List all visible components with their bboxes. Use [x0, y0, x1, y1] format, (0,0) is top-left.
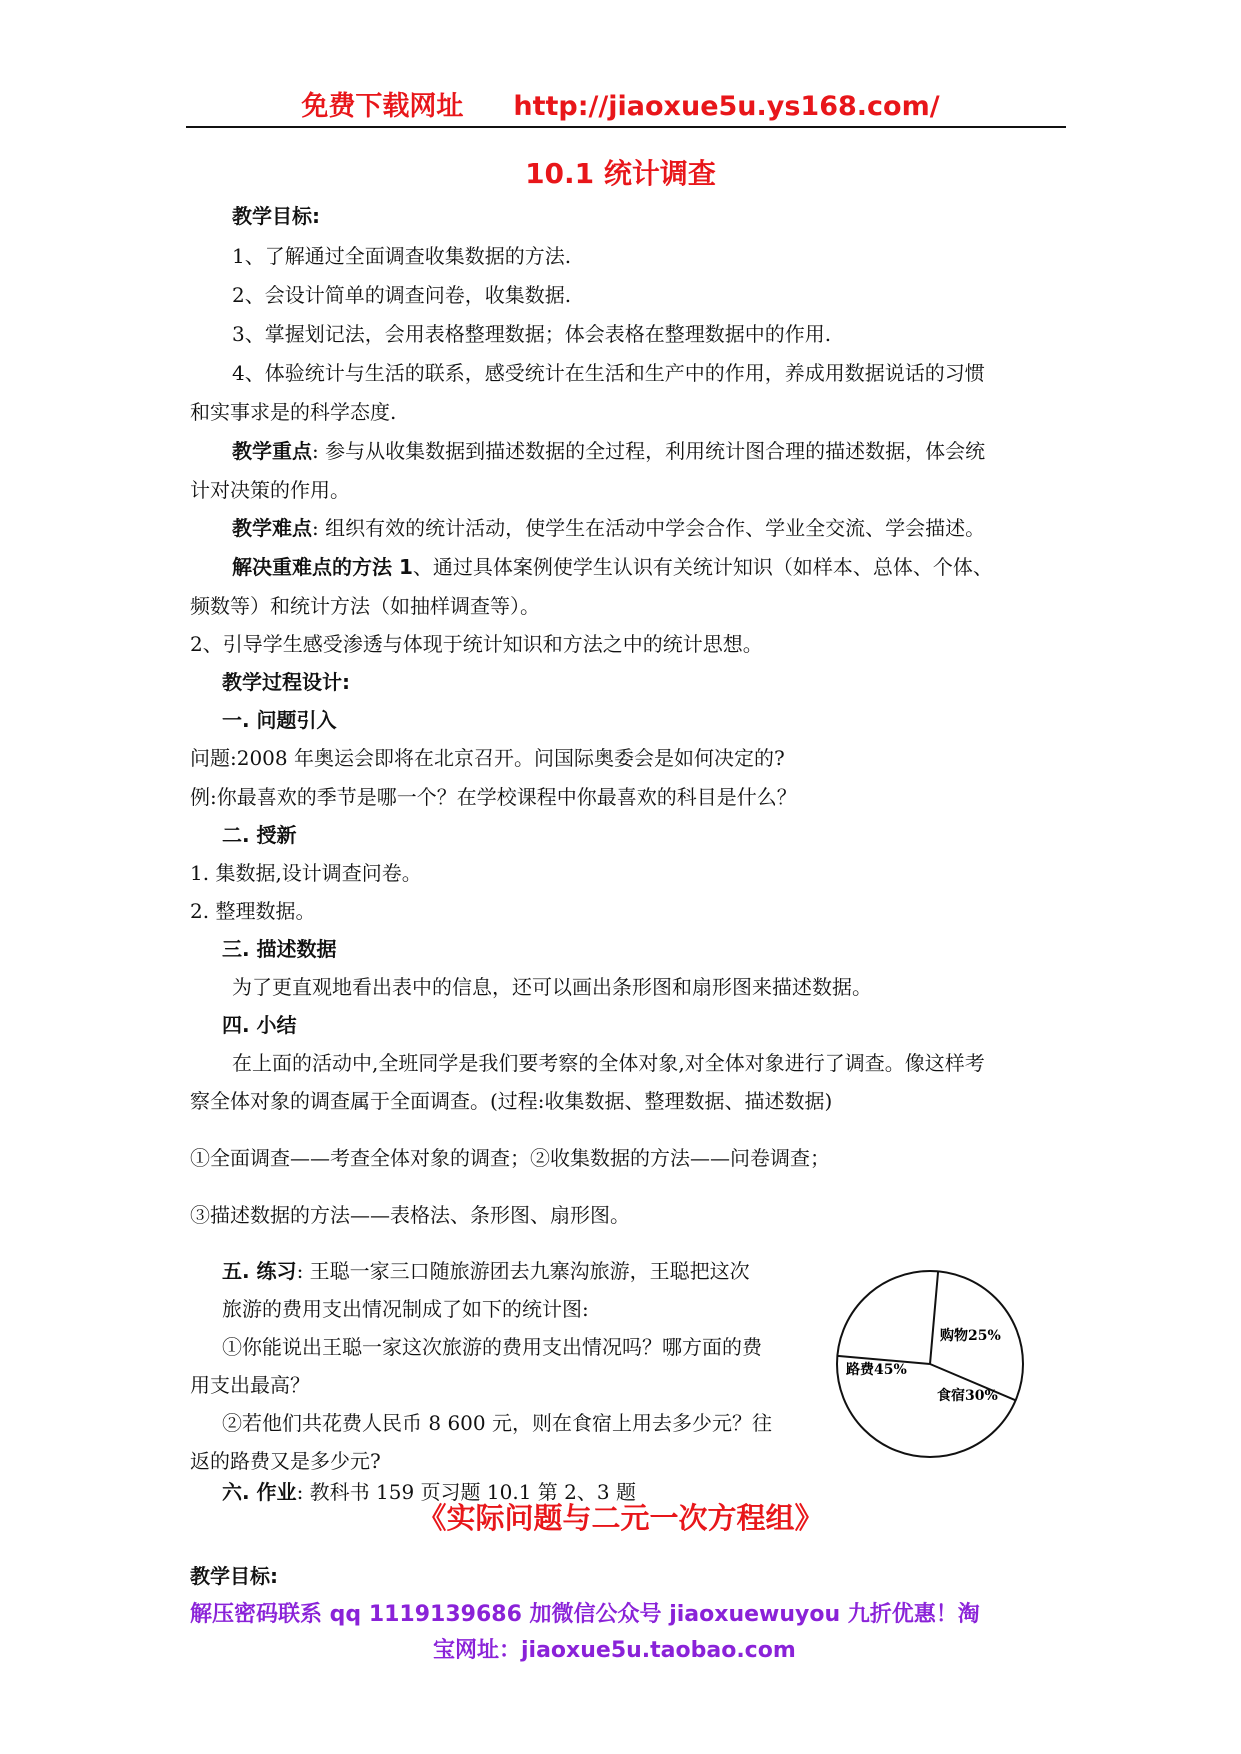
- section-5-line-4: 用支出最高？: [190, 1373, 310, 1397]
- section-1-heading: 一. 问题引入: [222, 708, 337, 732]
- header-label: 免费下载网址: [301, 91, 464, 122]
- key-points: [232, 435, 985, 464]
- section-6-heading: 六. 作业: [222, 1480, 297, 1504]
- difficulties-text: : 组织有效的统计活动，使学生在活动中学会合作、学业全交流、学会描述。: [312, 516, 986, 540]
- objectives-heading: 教学目标:: [232, 204, 320, 228]
- section-6-text: : 教科书 159 页习题 10.1 第 2、3 题: [296, 1480, 636, 1504]
- second-lesson-title: 《实际问题与二元一次方程组》: [417, 1501, 824, 1535]
- download-header: [0, 84, 1241, 123]
- footer-line-1: 解压密码联系 qq 1119139686 加微信公众号 jiaoxuewuyou 九折优惠！淘: [190, 1602, 980, 1627]
- section-1-example: 例:你最喜欢的季节是哪一个？在学校课程中你最喜欢的科目是什么？: [190, 785, 797, 809]
- process-heading: 教学过程设计:: [222, 670, 350, 694]
- section-4-line-4: ③描述数据的方法——表格法、条形图、扇形图。: [190, 1203, 630, 1227]
- objective-item-3: 3、掌握划记法，会用表格整理数据；体会表格在整理数据中的作用.: [232, 322, 832, 346]
- header-divider: [186, 126, 1066, 128]
- section-5: [222, 1255, 750, 1284]
- section-3-text: 为了更直观地看出表中的信息，还可以画出条形图和扇形图来描述数据。: [232, 975, 872, 999]
- objective-item-2: 2、会设计简单的调查问卷，收集数据.: [232, 283, 572, 307]
- method-cont: 频数等）和统计方法（如抽样调查等）。: [190, 594, 540, 618]
- section-1-question: 问题:2008 年奥运会即将在北京召开。问国际奥委会是如何决定的?: [190, 746, 785, 770]
- section-5-line-6: 返的路费又是多少元?: [190, 1449, 381, 1473]
- section-5-line-3: ①你能说出王聪一家这次旅游的费用支出情况吗？哪方面的费: [222, 1335, 762, 1359]
- section-3-heading: 三. 描述数据: [222, 937, 337, 961]
- section-4-line-1: 在上面的活动中,全班同学是我们要考察的全体对象,对全体对象进行了调查。像这样考: [232, 1051, 985, 1075]
- section-5-line-5: ②若他们共花费人民币 8 600 元，则在食宿上用去多少元？往: [222, 1411, 772, 1435]
- section-4-heading: 四. 小结: [222, 1013, 297, 1037]
- section-4-line-2: 察全体对象的调查属于全面调查。(过程:收集数据、整理数据、描述数据): [190, 1089, 833, 1113]
- key-points-text: : 参与从收集数据到描述数据的全过程，利用统计图合理的描述数据，体会统: [312, 439, 986, 463]
- pie-label-shopping: 购物25%: [940, 1328, 1001, 1344]
- difficulties-label: 教学难点: [232, 516, 312, 540]
- pie-label-lodging: 食宿30%: [937, 1388, 998, 1404]
- pie-label-travel: 路费45%: [846, 1362, 907, 1378]
- method-text: 、通过具体案例使学生认识有关统计知识（如样本、总体、个体、: [412, 555, 993, 579]
- header-url-link[interactable]: http://jiaoxue5u.ys168.com/: [513, 91, 940, 122]
- second-objectives-heading: 教学目标:: [190, 1564, 278, 1588]
- difficulties: [232, 512, 985, 541]
- section-2-item-2: 2. 整理数据。: [190, 899, 316, 923]
- expense-pie-chart: [832, 1266, 1028, 1462]
- section-2-item-1: 1. 集数据,设计调查问卷。: [190, 861, 422, 885]
- objective-item-1: 1、了解通过全面调查收集数据的方法.: [232, 244, 572, 268]
- section-4-line-3: ①全面调查——考查全体对象的调查；②收集数据的方法——问卷调查；: [190, 1146, 830, 1170]
- key-points-label: 教学重点: [232, 439, 312, 463]
- section-5-heading: 五. 练习: [222, 1259, 297, 1283]
- method-item-2: 2、引导学生感受渗透与体现于统计知识和方法之中的统计思想。: [190, 632, 763, 656]
- objective-item-4-cont: 和实事求是的科学态度.: [190, 400, 397, 424]
- method-label: 解决重难点的方法 1: [232, 555, 413, 579]
- footer-line-2[interactable]: 宝网址：jiaoxue5u.taobao.com: [433, 1638, 796, 1663]
- key-points-cont: 计对决策的作用。: [190, 478, 350, 502]
- method: [232, 551, 993, 580]
- objective-item-4: 4、体验统计与生活的联系，感受统计在生活和生产中的作用，养成用数据说话的习惯: [232, 361, 985, 385]
- page-title: 10.1 统计调查: [525, 157, 716, 190]
- section-2-heading: 二. 授新: [222, 823, 297, 847]
- section-5-line-2: 旅游的费用支出情况制成了如下的统计图:: [222, 1297, 589, 1321]
- section-5-text: : 王聪一家三口随旅游团去九寨沟旅游，王聪把这次: [296, 1259, 750, 1283]
